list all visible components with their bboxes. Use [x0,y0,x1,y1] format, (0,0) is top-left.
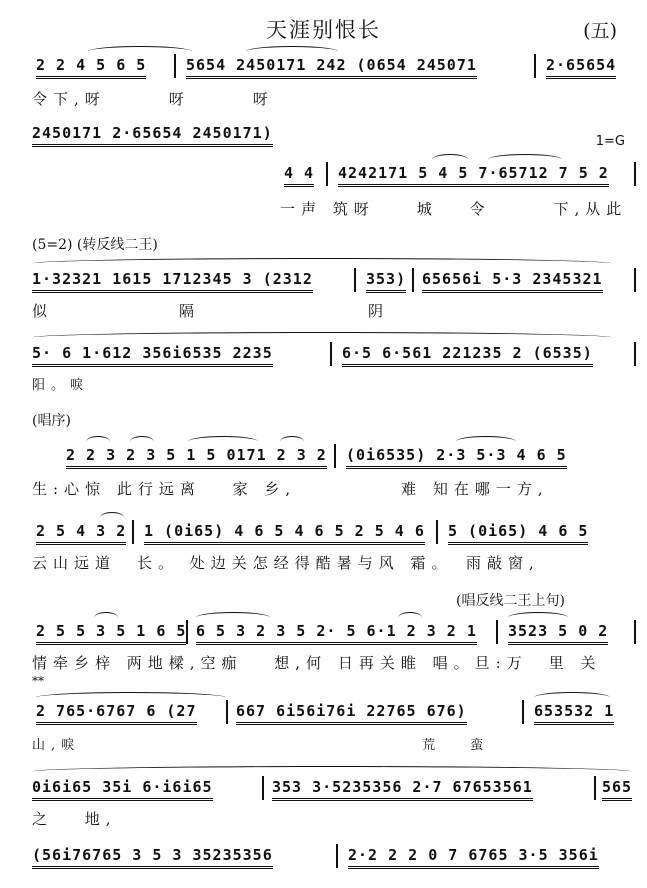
lyric-line: 阳。唳 [32,378,90,393]
slur [508,612,568,623]
notation-segment: 6 5 3 2 3 5 2· 5 6·1 2 3 2 1 [196,622,477,645]
bar-line [132,520,134,544]
notation-segment: 3523 5 0 2 [508,622,608,645]
notation-segment: (0i6535) 2·3 5·3 4 6 5 [346,446,567,469]
lyric-line: 生:心惊 此行远离 家 乡, 难 知在哪一方, [32,480,549,498]
lyric-line: 令下,呀 呀 呀 [32,90,274,108]
long-slur [32,332,612,343]
bar-line [326,162,328,186]
key-signature: 1=G [595,134,625,149]
notation-segment: (56i76765 3 5 3 35235356 [32,846,273,869]
lyric-line: 似 隔 阴 [32,302,390,320]
performance-instruction: (唱反线二王上句) [456,593,565,609]
slur [196,612,270,623]
bar-line [594,776,596,800]
notation-segment: 1·32321 1615 1712345 3 (2312 [32,270,313,293]
score-title: 天涯别恨长 [266,18,381,42]
notation-segment: 667 6i56i76i 22765 676) [236,702,467,725]
notation-segment: 5654 2450171 242 (0654 245071 [186,56,477,79]
notation-segment: 6·5 6·561 221235 2 (6535) [342,344,593,367]
slur [488,154,562,165]
slur [534,692,610,703]
notation-segment: 2 2 3 2 3 5 1 5 0171 2 3 2 [66,446,327,469]
lyric-line: 之 地, [32,810,117,828]
slur [100,512,124,523]
notation-segment: 5· 6 1·612 356i6535 2235 [32,344,273,367]
slur [36,692,226,703]
bar-line [186,620,188,644]
slur [94,612,118,623]
slur [456,436,516,447]
slur [246,46,338,57]
long-slur [32,766,632,777]
bar-line [534,54,536,78]
slur [398,612,422,623]
bar-line [436,520,438,544]
lyric-line: 山,唳 荒 蛮 [32,738,490,753]
lyric-line: 云山远道 长。 处边关怎经得酷暑与风 霜。 雨敲窗, [32,554,540,572]
notation-segment: 565 [602,778,632,801]
notation-segment: 2 5 5 3 5 1 6 5 [36,622,186,645]
notation-segment: 2·65654 [546,56,616,79]
notation-segment: 1 (0i65) 4 6 5 4 6 5 2 5 4 6 [144,522,425,545]
bar-line [334,444,336,468]
slur [188,436,258,447]
notation-segment: 2450171 2·65654 2450171) [32,124,273,147]
bar-line [336,844,338,868]
long-slur [32,258,612,269]
bar-line [634,268,636,292]
notation-segment: 2 2 4 5 6 5 [36,56,146,79]
bar-line [522,700,524,724]
lyric-line: 情牵乡梓 两地樑,空痂 想,何 日再关睢 唱。旦:万 里 关 [32,654,602,672]
notation-segment: 65656i 5·3 2345321 [422,270,603,293]
bar-line [330,342,332,366]
notation-segment: 353) [366,270,406,293]
performance-instruction: (唱序) [32,413,71,429]
slur [432,154,468,165]
bar-line [262,776,264,800]
bar-line [226,700,228,724]
notation-segment: 353 3·5235356 2·7 67653561 [272,778,533,801]
notation-segment: 0i6i65 35i 6·i6i65 [32,778,213,801]
performance-instruction: (5=2) (转反线二王) [32,237,158,253]
lyric-line: 一声 筑呀 城 令 下,从此 [280,200,628,218]
bar-line [174,54,176,78]
slur [86,436,110,447]
bar-line [634,620,636,644]
notation-segment: 5 (0i65) 4 6 5 [448,522,588,545]
notation-segment: 2·2 2 2 0 7 6765 3·5 356i [348,846,599,869]
notation-segment: 653532 1 [534,702,614,725]
bar-line [412,268,414,292]
slur [280,436,304,447]
bar-line [634,342,636,366]
bar-line [634,162,636,186]
annotation-mark: ** [32,674,44,688]
section-number: (五) [583,20,617,42]
notation-segment: 2 5 4 3 2 [36,522,126,545]
slur [88,46,192,57]
bar-line [496,620,498,644]
notation-segment: 2 765·6767 6 (27 [36,702,197,725]
bar-line [354,268,356,292]
notation-segment: 4242171 5 4 5 7·65712 7 5 2 [338,164,609,187]
slur [130,436,154,447]
notation-segment: 4 4 [284,164,314,187]
